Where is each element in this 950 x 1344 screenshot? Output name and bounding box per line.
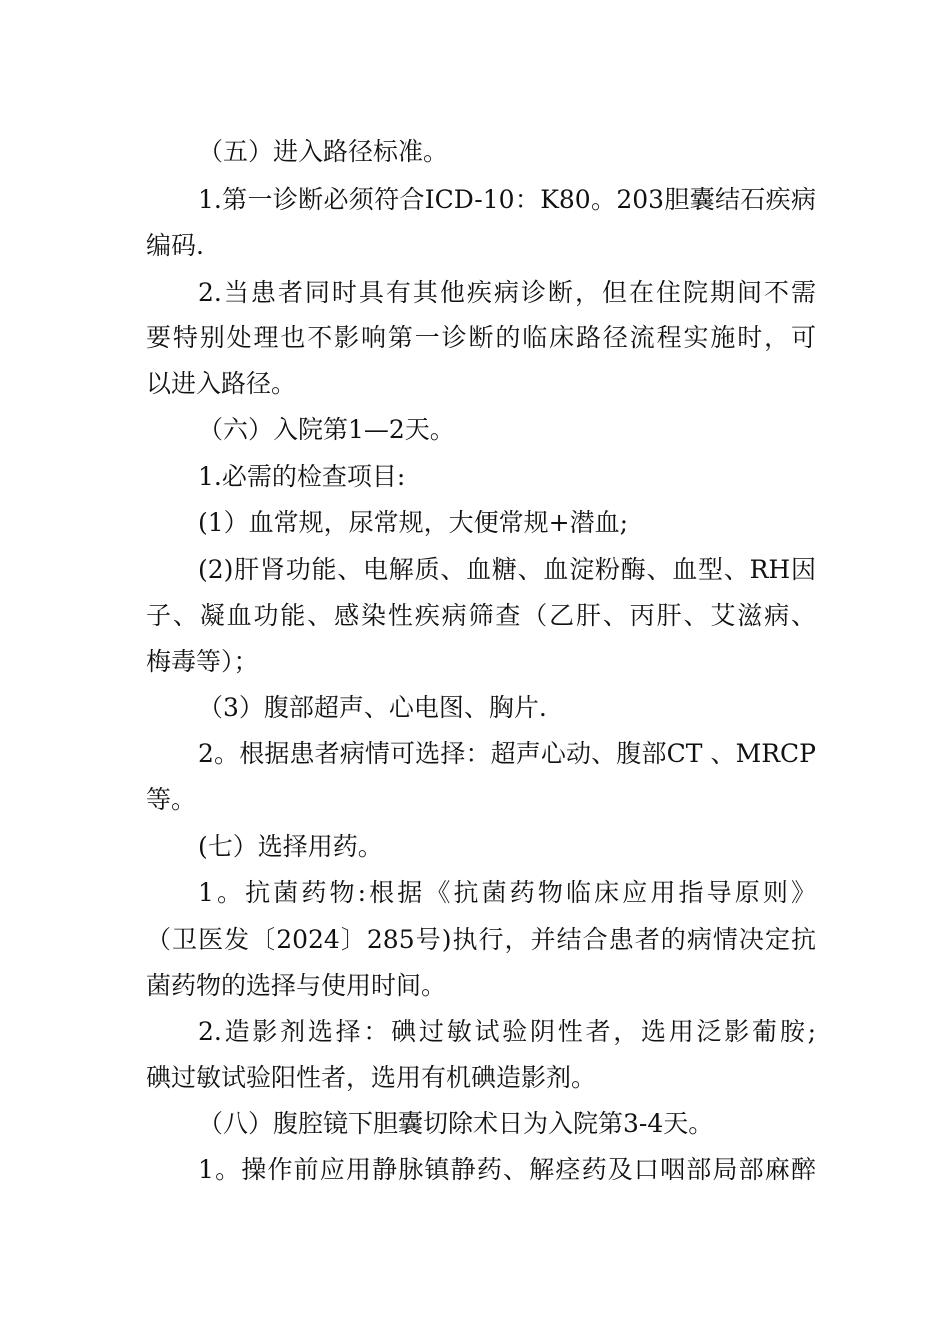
paragraph-line: 要特别处理也不影响第一诊断的临床路径流程实施时，可: [146, 323, 816, 352]
paragraph-line: 碘过敏试验阳性者，选用有机碘造影剂。: [146, 1063, 597, 1092]
paragraph-line: 2。根据患者病情可选择：超声心动、腹部CT 、MRCP: [198, 739, 816, 768]
section-heading-7: (七）选择用药。: [198, 832, 383, 861]
paragraph-line: 梅毒等）；: [146, 647, 259, 676]
paragraph-line: 1.必需的检查项目:: [198, 462, 406, 491]
paragraph-line: (1）血常规，尿常规，大便常规+潜血;: [198, 508, 629, 537]
paragraph-line: 等。: [146, 785, 197, 814]
paragraph-line: 编码.: [146, 231, 204, 260]
paragraph-line: 1。抗菌药物:根据《抗菌药物临床应用指导原则》: [198, 878, 816, 907]
section-heading-8: （八）腹腔镜下胆囊切除术日为入院第3-4天。: [198, 1109, 714, 1138]
paragraph-line: 子、凝血功能、感染性疾病筛查（乙肝、丙肝、艾滋病、: [146, 601, 816, 630]
paragraph-line: 2.当患者同时具有其他疾病诊断，但在住院期间不需: [198, 278, 816, 307]
paragraph-line: （3）腹部超声、心电图、胸片.: [198, 693, 547, 722]
paragraph-line: 1。操作前应用静脉镇静药、解痉药及口咽部局部麻醉: [198, 1155, 816, 1184]
paragraph-line: 以进入路径。: [146, 369, 297, 398]
section-heading-5: （五）进入路径标准。: [198, 137, 449, 166]
paragraph-line: (2)肝肾功能、电解质、血糖、血淀粉酶、血型、RH因: [198, 555, 816, 584]
paragraph-line: 菌药物的选择与使用时间。: [146, 971, 447, 1000]
paragraph-line: 1.第一诊断必须符合ICD-10：K80。203胆囊结石疾病: [198, 185, 816, 214]
section-heading-6: （六）入院第1—2天。: [198, 415, 455, 444]
paragraph-line: （卫医发〔2024〕285号)执行，并结合患者的病情决定抗: [146, 925, 816, 954]
paragraph-line: 2.造影剂选择：碘过敏试验阴性者，选用泛影葡胺;: [198, 1017, 816, 1046]
